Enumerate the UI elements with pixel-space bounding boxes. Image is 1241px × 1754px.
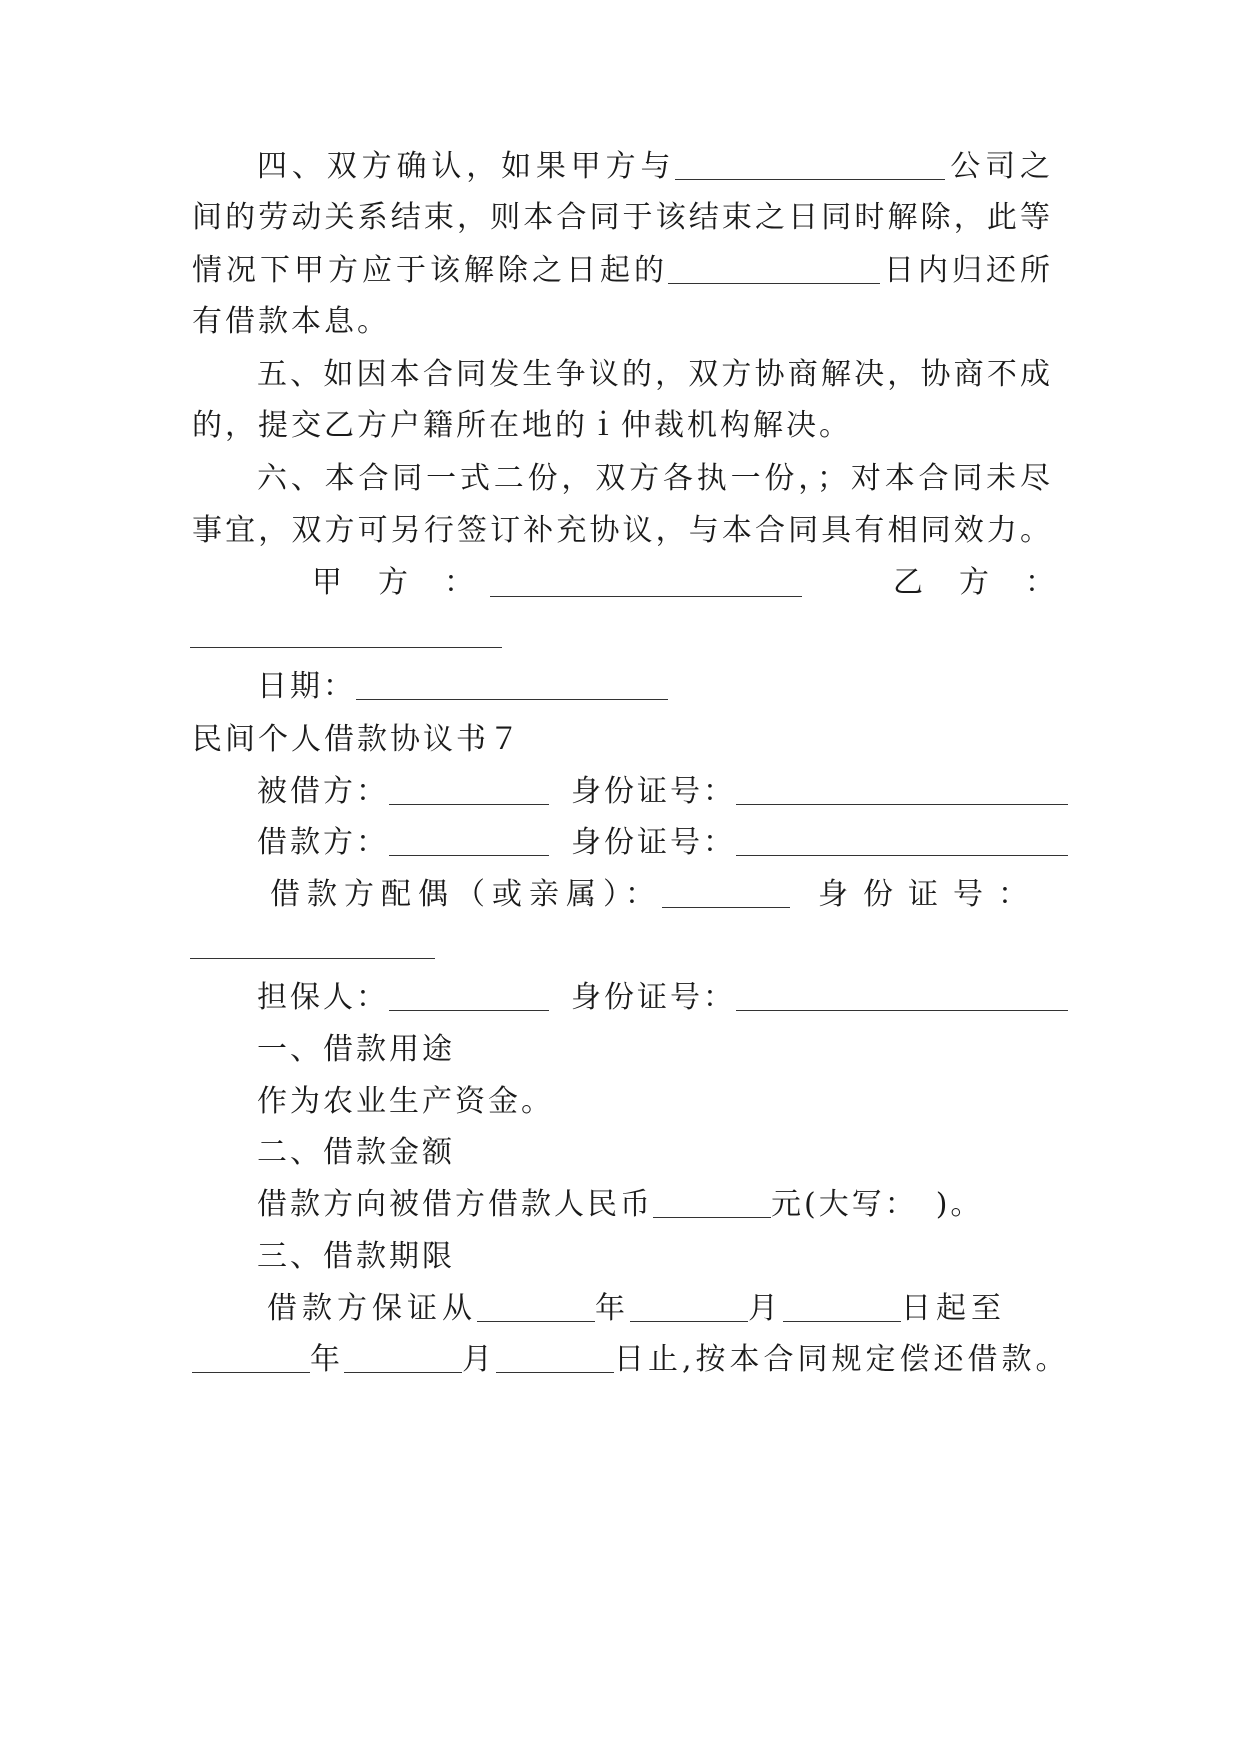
section2-title: 二、借款金额 [257,1135,455,1170]
borrower-blank[interactable] [389,825,549,856]
spouse-id-blank[interactable] [190,958,435,959]
section3-title: 三、借款期限 [257,1239,455,1274]
start-year-blank[interactable] [477,1291,595,1322]
section4-line1 [257,145,1050,189]
spouse-line [270,873,1050,917]
party-a-label: 甲 方 ： [312,565,477,600]
date-line [257,665,1050,709]
section2-body [257,1183,1050,1227]
guarantor-label: 担保人： [257,980,389,1015]
section1-title: 一、借款用途 [257,1032,455,1067]
section1-body: 作为农业生产资金。 [257,1084,554,1119]
party-a-blank[interactable] [490,596,802,597]
date-label: 日期： [257,669,356,704]
text: 日止,按本合同规定偿还借款。 [614,1342,1070,1377]
lender-line [257,770,1050,814]
guarantor-line [257,976,1050,1020]
text: 年 [310,1342,344,1377]
text: 借款方保证从 [267,1291,477,1326]
lender-id-blank[interactable] [736,774,1068,805]
section3-line2 [192,1338,1070,1382]
spouse-label: 借款方配偶（或亲属）： [270,877,662,912]
text: 四、双方确认，如果甲方与 [257,149,676,184]
party-b-blank[interactable] [190,647,502,648]
company-blank[interactable] [675,149,945,180]
text: 借款方向被借方借款人民币 [257,1187,653,1222]
party-b-label: 乙 方 ： [893,565,1058,600]
text: 月 [462,1342,496,1377]
borrower-line [257,821,1050,865]
section4-line4: 有借款本息。 [192,304,390,339]
section6-line1: 六、本合同一式二份，双方各执一份，；对本合同未尽 [257,461,1050,496]
borrower-id-blank[interactable] [736,825,1068,856]
guarantor-id-blank[interactable] [736,980,1068,1011]
text: 月 [748,1291,783,1326]
lender-label: 被借方： [257,774,389,809]
section5-line1: 五、如因本合同发生争议的，双方协商解决，协商不成 [257,357,1050,392]
start-day-blank[interactable] [783,1291,901,1322]
end-year-blank[interactable] [192,1342,310,1373]
section3-line1 [267,1287,1050,1331]
spouse-id-label: 身份证号： [818,877,1043,912]
text: 元(大写： )。 [771,1187,984,1222]
days-blank[interactable] [668,253,880,284]
end-day-blank[interactable] [496,1342,614,1373]
section5-line2: 的，提交乙方户籍所在地的ｉ仲裁机构解决。 [192,408,852,443]
date-blank[interactable] [356,669,668,700]
lender-id-label: 身份证号： [571,774,736,809]
amount-blank[interactable] [653,1187,771,1218]
start-month-blank[interactable] [630,1291,748,1322]
lender-blank[interactable] [389,774,549,805]
text: 日内归还所 [880,253,1050,288]
guarantor-id-label: 身份证号： [571,980,736,1015]
section4-line2: 间的劳动关系结束，则本合同于该结束之日同时解除，此等 [192,200,1050,235]
agreement-title: 民间个人借款协议书７ [192,722,522,757]
guarantor-blank[interactable] [389,980,549,1011]
end-month-blank[interactable] [344,1342,462,1373]
spouse-blank[interactable] [662,877,790,908]
borrower-label: 借款方： [257,825,389,860]
text: 日起至 [901,1291,1006,1326]
section4-line3 [192,249,1050,293]
text: 年 [595,1291,630,1326]
text: 情况下甲方应于该解除之日起的 [192,253,668,288]
section6-line2: 事宜，双方可另行签订补充协议，与本合同具有相同效力。 [192,513,1050,548]
text: 公司之 [945,149,1051,184]
borrower-id-label: 身份证号： [571,825,736,860]
